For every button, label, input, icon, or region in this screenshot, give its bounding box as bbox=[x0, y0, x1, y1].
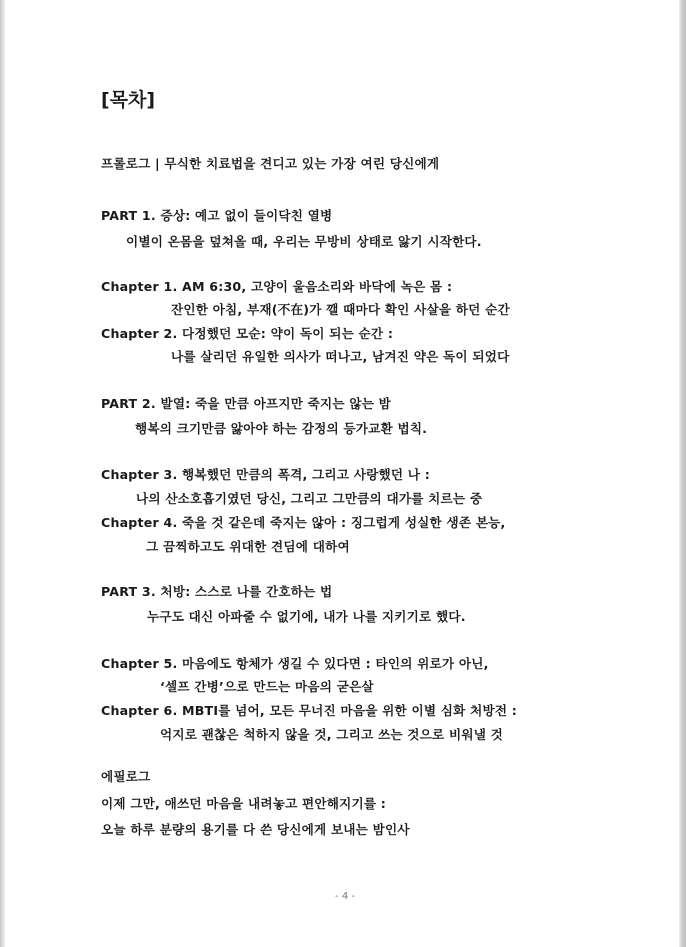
toc-epilogue-line-1: 이제 그만, 애쓰던 마음을 내려놓고 편안해지기를 : bbox=[101, 796, 387, 811]
toc-chapter-3-subtitle: 나의 산소호흡기였던 당신, 그리고 그만큼의 대가를 치르는 중 bbox=[136, 491, 483, 506]
page-number: - 4 - bbox=[335, 891, 355, 902]
toc-part-3-subtitle: 누구도 대신 아파줄 수 없기에, 내가 나를 지키기로 했다. bbox=[147, 609, 466, 624]
toc-chapter-6-title: Chapter 6. MBTI를 넘어, 모든 무너진 마음을 위한 이별 심화 처방전 : bbox=[101, 703, 518, 718]
toc-part-1-heading: PART 1. 증상: 예고 없이 들이닥친 열병 bbox=[101, 208, 333, 223]
toc-chapter-1-title: Chapter 1. AM 6:30, 고양이 울음소리와 바닥에 녹은 몸 : bbox=[101, 279, 453, 294]
toc-epilogue-heading: 에필로그 bbox=[101, 769, 151, 784]
toc-part-2-subtitle: 행복의 크기만큼 앓아야 하는 감정의 등가교환 법칙. bbox=[135, 421, 428, 436]
page-right-edge bbox=[679, 0, 686, 947]
toc-prologue: 프롤로그 | 무식한 치료법을 견디고 있는 가장 여린 당신에게 bbox=[101, 156, 440, 171]
toc-epilogue-line-2: 오늘 하루 분량의 용기를 다 쓴 당신에게 보내는 밤인사 bbox=[101, 822, 410, 837]
toc-chapter-1-subtitle: 잔인한 아침, 부재(不在)가 깰 때마다 확인 사살을 하던 순간 bbox=[171, 302, 510, 317]
toc-chapter-5-title: Chapter 5. 마음에도 항체가 생길 수 있다면 : 타인의 위로가 아닌, bbox=[101, 656, 489, 671]
toc-chapter-5-subtitle: ‘셀프 간병’으로 만드는 마음의 굳은살 bbox=[160, 679, 374, 694]
toc-part-1-subtitle: 이별이 온몸을 덮쳐올 때, 우리는 무방비 상태로 앓기 시작한다. bbox=[126, 234, 482, 249]
toc-chapter-2-title: Chapter 2. 다정했던 모순: 약이 독이 되는 순간 : bbox=[101, 326, 394, 341]
toc-part-3-heading: PART 3. 처방: 스스로 나를 간호하는 법 bbox=[101, 584, 333, 599]
toc-chapter-6-subtitle: 억지로 괜찮은 척하지 않을 것, 그리고 쓰는 것으로 비워낼 것 bbox=[160, 727, 504, 742]
toc-chapter-4-title: Chapter 4. 죽을 것 같은데 죽지는 않아 : 징그럽게 성실한 생존 본능, bbox=[101, 515, 506, 530]
document-page bbox=[5, 0, 679, 947]
toc-chapter-4-subtitle: 그 끔찍하고도 위대한 견딤에 대하여 bbox=[146, 539, 350, 554]
toc-chapter-3-title: Chapter 3. 행복했던 만큼의 폭격, 그리고 사랑했던 나 : bbox=[101, 467, 430, 482]
toc-part-2-heading: PART 2. 발열: 죽을 만큼 아프지만 죽지는 않는 밤 bbox=[101, 396, 392, 411]
toc-title: [목차] bbox=[101, 89, 156, 111]
toc-chapter-2-subtitle: 나를 살리던 유일한 의사가 떠나고, 남겨진 약은 독이 되었다 bbox=[171, 349, 510, 364]
